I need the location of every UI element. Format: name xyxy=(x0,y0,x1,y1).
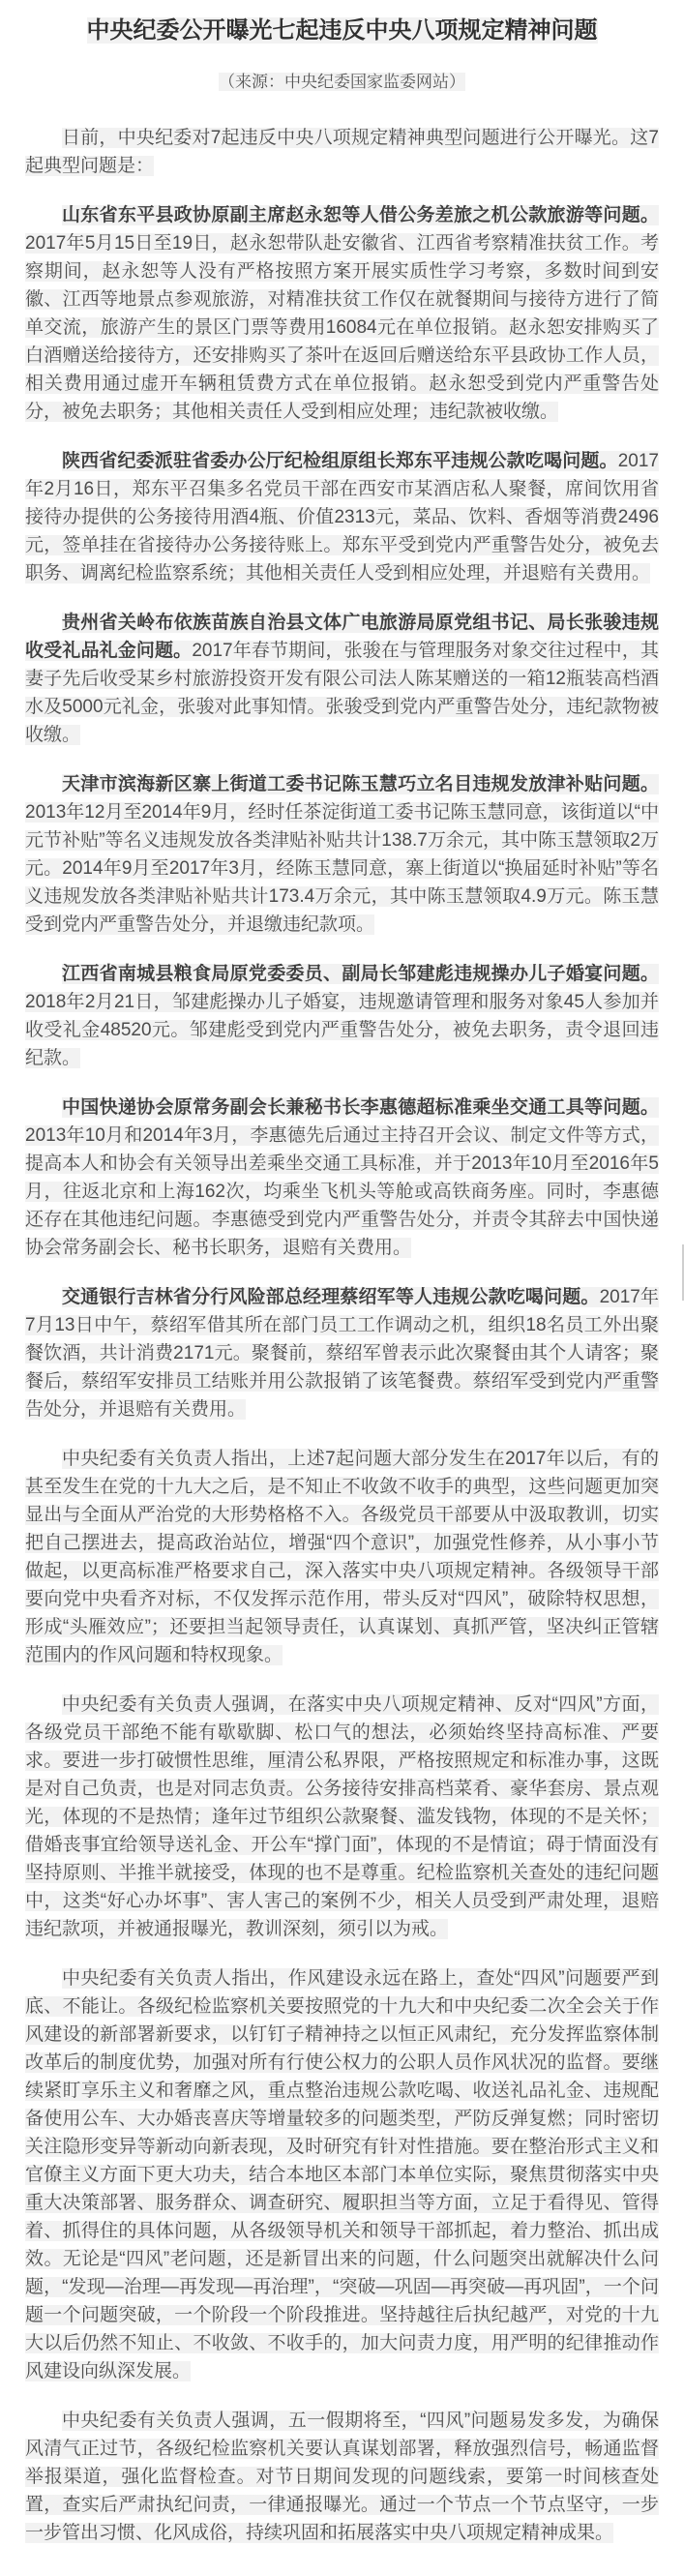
paragraph-text: 2017年春节期间，张骏在与管理服务对象交往过程中，其妻子先后收受某乡村旅游投资开发有限公司法人陈某赠送的一箱12瓶装高档酒水及5000元礼金，张骏对此事知情。张骏受到党内严重警告处分，违纪款物被收缴。 xyxy=(25,641,659,745)
paragraph xyxy=(25,1093,659,1262)
paragraph-text: 中央纪委有关负责人强调，五一假期将至，“四风”问题易发多发，为确保风清气正过节，各级纪检监察机关要认真谋划部署，释放强烈信号，畅通监督举报渠道，强化监督检查。对节日期间发现的问题线索，要第一时间核查处置，查实后严肃执纪问责，一律通报曝光。通过一个节点一个节点坚守，一步一步管出习惯、化风成俗，持续巩固和拓展落实中央八项规定精神成果。 xyxy=(25,2411,659,2543)
paragraph xyxy=(25,609,659,749)
paragraph-text: 中央纪委有关负责人强调，在落实中央八项规定精神、反对“四风”方面，各级党员干部绝不能有歇歇脚、松口气的想法，必须始终坚持高标准、严要求。要进一步打破惯性思维，厘清公私界限，严格按照规定和标准办事，这既是对自己负责，也是对同志负责。公务接待安排高档菜肴、豪华套房、景点观光，体现的不是热情；逢年过节组织公款聚餐、滥发钱物，体现的不是关怀；借婚丧事宜给领导送礼金、开公车“撑门面”，体现的不是情谊；碍于情面没有坚持原则、半推半就接受，体现的也不是尊重。纪检监察机关查处的违纪问题中，这类“好心办坏事”、害人害己的案例不少，相关人员受到严肃处理，退赔违纪款项，并被通报曝光，教训深刻，须引以为戒。 xyxy=(25,1694,659,1939)
paragraph-lead: 江西省南城县粮食局原党委委员、副局长邹建彪违规操办儿子婚宴问题。 xyxy=(62,964,659,984)
paragraph xyxy=(25,124,659,180)
paragraph-text: 2013年10月和2014年3月，李惠德先后通过主持召开会议、制定文件等方式，提高本人和协会有关领导出差乘坐交通工具标准，并于2013年10月至2016年5月，往返北京和上海162次，均乘坐飞机头等舱或高铁商务座。同时，李惠德还存在其他违纪问题。李惠德受到党内严重警告处分，并责令其辞去中国快递协会常务副会长、秘书长职务，退赔有关费用。 xyxy=(25,1125,659,1258)
paragraph xyxy=(25,447,659,587)
paragraph-text: 日前，中央纪委对7起违反中央八项规定精神典型问题进行公开曝光。这7起典型问题是： xyxy=(25,128,659,176)
paragraph-lead: 山东省东平县政协原副主席赵永恕等人借公务差旅之机公款旅游等问题。 xyxy=(62,205,659,225)
paragraph xyxy=(25,770,659,939)
article-body xyxy=(25,124,659,2547)
paragraph xyxy=(25,2407,659,2547)
paragraph-text: 2013年12月至2014年9月，经时任茶淀街道工委书记陈玉慧同意，该街道以“中元节补贴”等名义违规发放各类津贴补贴共计138.7万余元，其中陈玉慧领取2万元。2014年9月至2017年3月，经陈玉慧同意，寨上街道以“换届延时补贴”等名义违规发放各类津贴补贴共计173.4万余元，其中陈玉慧领取4.9万元。陈玉慧受到党内严重警告处分，并退缴违纪款项。 xyxy=(25,802,659,935)
paragraph-lead: 贵州省关岭布依族苗族自治县文体广电旅游局原党组书记、局长张骏违规收受礼品礼金问题。 xyxy=(25,613,659,661)
paragraph-text: 2018年2月21日，邹建彪操办儿子婚宴，违规邀请管理和服务对象45人参加并收受礼金48520元。邹建彪受到党内严重警告处分，被免去职务，责令退回违纪款。 xyxy=(25,992,659,1068)
paragraph xyxy=(25,201,659,426)
paragraph xyxy=(25,1691,659,1943)
article-title xyxy=(25,14,659,48)
article-title-text: 中央纪委公开曝光七起违反中央八项规定精神问题 xyxy=(86,17,598,44)
paragraph-text: 中央纪委有关负责人指出，上述7起问题大部分发生在2017年以后，有的甚至发生在党的十九大之后，是不知止不收敛不收手的典型，这些问题更加突显出与全面从严治党的大形势格格不入。各级党员干部要从中汲取教训，切实把自己摆进去，提高政治站位，增强“四个意识”，加强党性修养，从小事小节做起，以更高标准严格要求自己，深入落实中央八项规定精神。各级领导干部要向党中央看齐对标，不仅发挥示范作用，带头反对“四风”，破除特权思想，形成“头雁效应”；还要担当起领导责任，认真谋划、真抓严管，坚决纠正管辖范围内的作风问题和特权现象。 xyxy=(25,1449,659,1665)
paragraph-lead: 交通银行吉林省分行风险部总经理蔡绍军等人违规公款吃喝问题。 xyxy=(62,1287,600,1307)
paragraph-lead: 中国快递协会原常务副会长兼秘书长李惠德超标准乘坐交通工具等问题。 xyxy=(62,1097,659,1118)
paragraph xyxy=(25,960,659,1072)
paragraph-text: 2017年7月13日中午，蔡绍军借其所在部门员工工作调动之机，组织18名员工外出聚餐饮酒，共计消费2171元。聚餐前，蔡绍军曾表示此次聚餐由其个人请客；聚餐后，蔡绍军安排员工结账并用公款报销了该笔餐费。蔡绍军受到党内严重警告处分，并退赔有关费用。 xyxy=(25,1287,659,1420)
paragraph xyxy=(25,1283,659,1423)
article-source-text: （来源：中央纪委国家监委网站） xyxy=(219,73,465,91)
paragraph xyxy=(25,1964,659,2385)
paragraph-text: 2017年2月16日，郑东平召集多名党员干部在西安市某酒店私人聚餐，席间饮用省接待办提供的公务接待用酒4瓶、价值2313元，菜品、饮料、香烟等消费2496元，签单挂在省接待办公务接待账上。郑东平受到党内严重警告处分，被免去职务、调离纪检监察系统；其他相关责任人受到相应处理，并退赔有关费用。 xyxy=(25,451,659,584)
article-source xyxy=(25,70,659,95)
paragraph xyxy=(25,1445,659,1669)
paragraph-lead: 天津市滨海新区寨上街道工委书记陈玉慧巧立名目违规发放津补贴问题。 xyxy=(62,774,659,794)
paragraph-text: 中央纪委有关负责人指出，作风建设永远在路上，查处“四风”问题要严到底、不能让。各级纪检监察机关要按照党的十九大和中央纪委二次全会关于作风建设的新部署新要求，以钉钉子精神持之以恒正风肃纪，充分发挥监察体制改革后的制度优势，加强对所有行使公权力的公职人员作风状况的监督。要继续紧盯享乐主义和奢靡之风，重点整治违规公款吃喝、收送礼品礼金、违规配备使用公车、大办婚丧喜庆等增量较多的问题类型，严防反弹复燃；同时密切关注隐形变异等新动向新表现，及时研究有针对性措施。要在整治形式主义和官僚主义方面下更大功夫，结合本地区本部门本单位实际，聚焦贯彻落实中央重大决策部署、服务群众、调查研究、履职担当等方面，立足于看得见、管得着、抓得住的具体问题，从各级领导机关和领导干部抓起，着力整治、抓出成效。无论是“四风”老问题，还是新冒出来的问题，什么问题突出就解决什么问题，“发现—治理—再发现—再治理”，“突破—巩固—再突破—再巩固”，一个问题一个问题突破，一个阶段一个阶段推进。坚持越往后执纪越严，对党的十九大以后仍然不知止、不收敛、不收手的，加大问责力度，用严明的纪律推动作风建设向纵深发展。 xyxy=(25,1968,659,2381)
paragraph-lead: 陕西省纪委派驻省委办公厅纪检组原组长郑东平违规公款吃喝问题。 xyxy=(62,451,618,471)
paragraph-text: 2017年5月15日至19日，赵永恕带队赴安徽省、江西省考察精准扶贫工作。考察期间，赵永恕等人没有严格按照方案开展实质性学习考察，多数时间到安徽、江西等地景点参观旅游，对精准扶贫工作仅在就餐期间与接待方进行了简单交流，旅游产生的景区门票等费用16084元在单位报销。赵永恕安排购买了白酒赠送给接待方，还安排购买了茶叶在返回后赠送给东平县政协工作人员，相关费用通过虚开车辆租赁费方式在单位报销。赵永恕受到党内严重警告处分，被免去职务；其他相关责任人受到相应处理；违纪款被收缴。 xyxy=(25,233,659,422)
